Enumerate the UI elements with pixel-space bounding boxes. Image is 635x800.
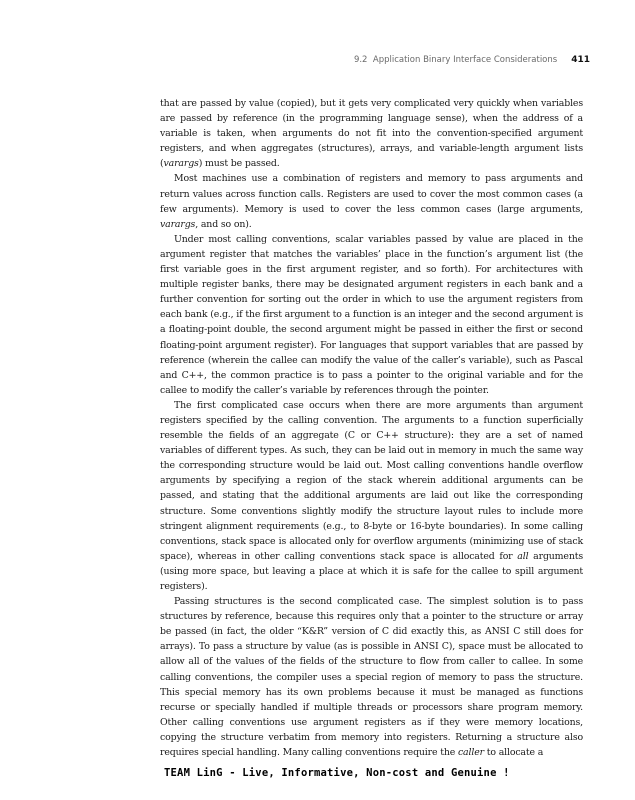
paragraph [160, 171, 583, 231]
section-title: Application Binary Interface Considerations [372, 55, 558, 65]
page-number: 411 [571, 55, 590, 65]
body-text [160, 96, 583, 760]
text-run: that are passed by value (copied), but it gets very complicated very quickly when variables are passed by reference (in the programming language sense), when the address of a variable is taken, when arguments do not fit into the convention-specified argument registers, and when aggregates (structures), arrays, and variable-length argument lists ( [160, 98, 583, 170]
paragraph [160, 594, 583, 760]
italic-term: varargs [160, 218, 196, 230]
text-run: Passing structures is the second complicated case. The simplest solution is to pass structures by reference, because this requires only that a pointer to the structure or array be passed (in fact, the older “K&R” version of C did exactly this, as ANSI C still does for arrays). To pass a structure by value (as is possible in ANSI C), space must be allocated to allow all of the values of the fields of the structure to flow from caller to callee. In some calling conventions, the compiler uses a special region of memory to pass the structure. This special memory has its own problems because it must be managed as functions recurse or specially handled if multiple threads or processors share program memory. Other calling conventions use argument registers as if they were memory locations, copying the structure verbatim from memory into registers. Returning a structure also requires special handling. Many calling conventions require the [160, 596, 583, 759]
text-run: Under most calling conventions, scalar variables passed by value are placed in the argument register that matches the variables’ place in the function’s argument list (the first variable goes in the first argument register, and so forth). For architectures with multiple register banks, there may be designated argument registers in each bank and a further convention for sorting out the order in which to use the argument registers from each bank (e.g., if the first argument to a function is an integer and the second argument is a floating-point double, the second argument might be passed in either the first or second floating-point argument register). For languages that support variables that are passed by reference (wherein the callee can modify the value of the caller’s variable), such as Pascal and C++, the common practice is to pass a pointer to the original variable and for the callee to modify the caller’s variable by references through the pointer. [160, 233, 583, 396]
italic-term: varargs [163, 158, 199, 170]
paragraph [160, 398, 583, 594]
running-head [340, 55, 590, 65]
text-run: arguments (using more space, but leaving a place at which it is safe for the callee to spill argument registers). [160, 550, 583, 592]
paragraph [160, 96, 583, 171]
text-run: ) must be passed. [198, 158, 280, 170]
text-run: The first complicated case occurs when there are more arguments than argument registers specified by the calling convention. The arguments to a function superficially resemble the fields of an aggregate (C or C++ structure): they are a set of named variables of different types. As such, they can be laid out in memory in much the same way the corresponding structure would be laid out. Most calling conventions handle overflow arguments by specifying a region of the stack wherein additional arguments can be passed, and stating that the additional arguments are laid out like the corresponding structure. Some conventions slightly modify the structure layout rules to include more stringent alignment requirements (e.g., to 8-byte or 16-byte boundaries). In some calling conventions, stack space is allocated only for overflow arguments (minimizing use of stack space), whereas in other calling conventions stack space is allocated for [160, 399, 583, 562]
italic-term: all [517, 550, 529, 562]
section-number: 9.2 [353, 55, 368, 65]
footer-watermark: TEAM LinG - Live, Informative, Non-cost and Genuine ! [164, 767, 510, 779]
text-run: , and so on). [195, 218, 252, 230]
text-run: Most machines use a combination of registers and memory to pass arguments and return values across function calls. Registers are used to cover the most common cases (a few arguments). Memory is used to cover the less common cases (large arguments, [160, 173, 583, 215]
paragraph [160, 232, 583, 398]
italic-term: caller [457, 747, 484, 759]
text-run: to allocate a [483, 747, 544, 759]
